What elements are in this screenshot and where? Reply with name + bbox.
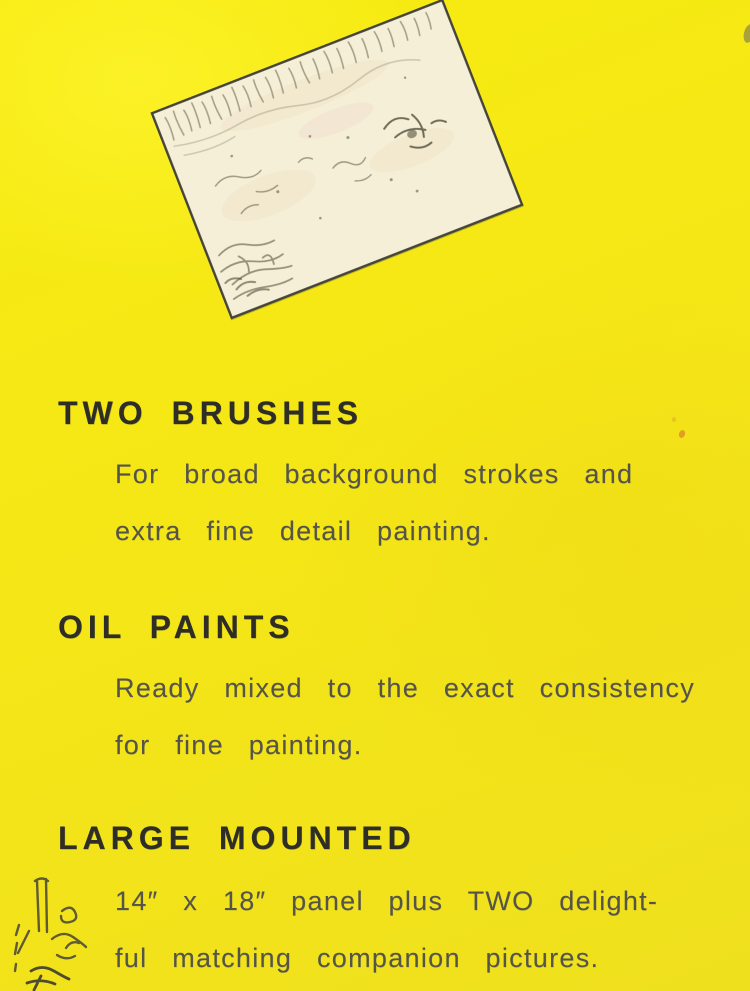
section-body-large-mounted — [115, 873, 658, 987]
body-line: Ready mixed to the exact consistency — [115, 673, 696, 703]
orange-ink-speck — [678, 429, 686, 439]
sketch-panel-drawing — [150, 0, 523, 319]
section-heading-large-mounted: LARGE MOUNTED — [58, 820, 416, 856]
section-body-oil-paints — [115, 660, 695, 774]
body-line: 14″ x 18″ panel plus TWO delight- — [115, 886, 659, 916]
body-line: extra fine detail painting. — [115, 516, 491, 546]
section-body-two-brushes — [115, 446, 633, 560]
corner-doodle-illustration — [0, 851, 115, 991]
body-line: ful matching companion pictures. — [115, 943, 600, 973]
sketch-panel-illustration — [150, 0, 523, 319]
edge-notch-mark — [742, 23, 750, 44]
section-heading-oil-paints: OIL PAINTS — [58, 609, 295, 645]
section-heading-two-brushes: TWO BRUSHES — [58, 395, 363, 431]
faint-ink-speck — [672, 417, 676, 422]
body-line: For broad background strokes and — [115, 459, 634, 489]
body-line: for fine painting. — [115, 730, 363, 760]
